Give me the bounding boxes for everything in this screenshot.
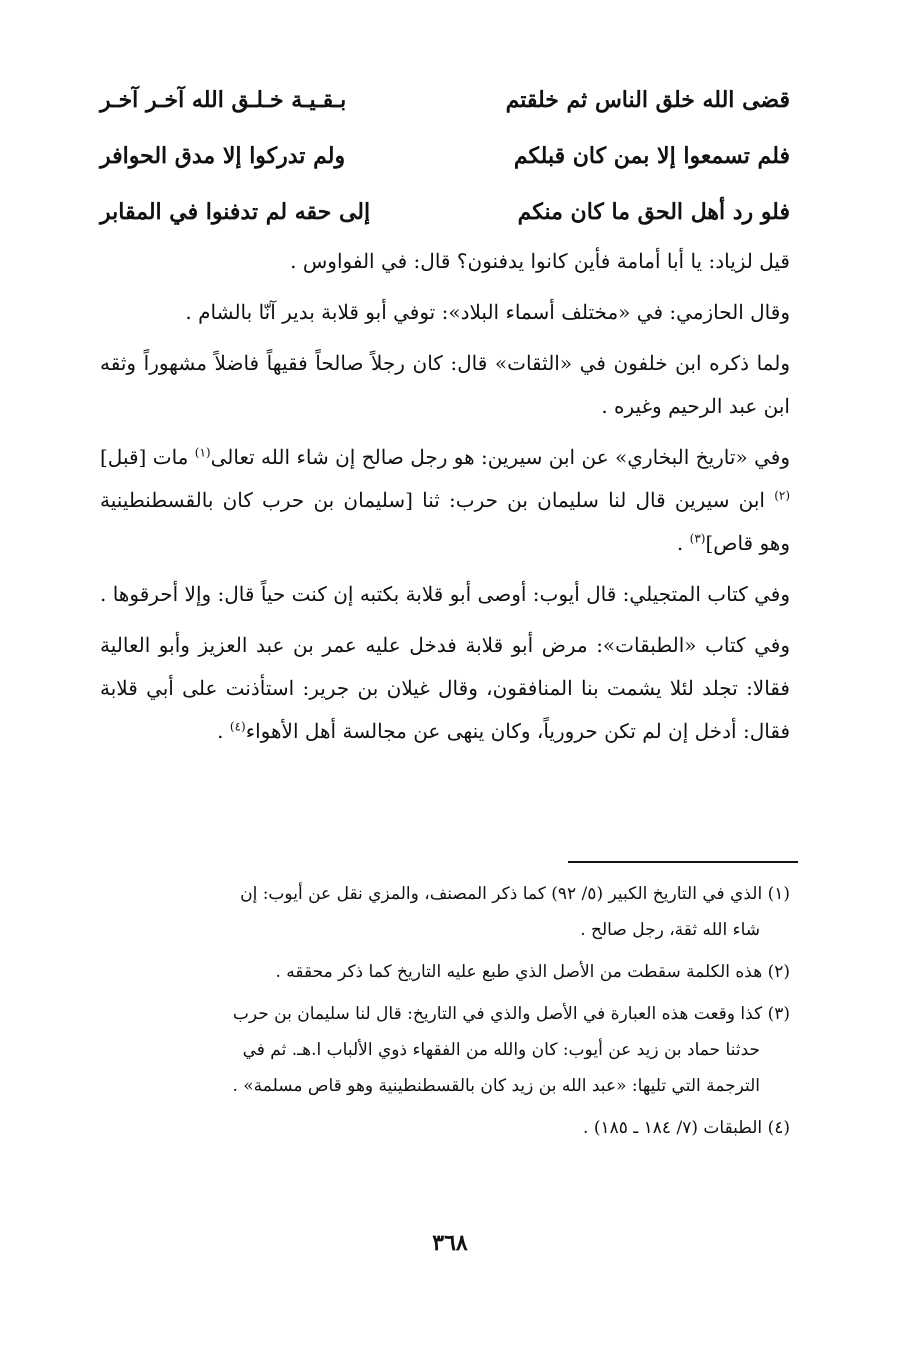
footnote-text-continued: الترجمة التي تليها: «عبد الله بن زيد كان بالقسطنطينية وهو قاص مسلمة» .: [232, 1076, 760, 1096]
verse-second-hemistich: بـقـيـة خـلـق الله آخـر آخـر: [100, 87, 347, 113]
bukhari-text-2: مات [قبل]: [100, 445, 195, 469]
footnotes: [100, 876, 790, 1152]
footnote-4: [100, 1110, 790, 1146]
verse-line: [100, 128, 790, 184]
footnote-ref-4: (٤): [229, 719, 246, 734]
verse-first-hemistich: فلو رد أهل الحق ما كان منكم: [517, 199, 790, 225]
footnote-number: (٢): [767, 962, 790, 982]
bukhari-text-1: وفي «تاريخ البخاري» عن ابن سيرين: هو رجل صالح إن شاء الله تعالى: [210, 445, 790, 469]
main-text: [100, 240, 790, 761]
verse-line: [100, 72, 790, 128]
footnote-text: الطبقات (٧/ ١٨٤ ـ ١٨٥) .: [583, 1118, 763, 1138]
footnote-text: كذا وقعت هذه العبارة في الأصل والذي في التاريخ: قال لنا سليمان بن حرب: [232, 1004, 763, 1024]
footnote-number: (٣): [767, 1004, 790, 1024]
paragraph-ibn-khalfun: ولما ذكره ابن خلفون في «الثقات» قال: كان رجلاً صالحاً فقيهاً فاضلاً مشهوراً وثقه ابن عبد الرحيم وغيره .: [100, 351, 790, 418]
page-number: ٣٦٨: [432, 1230, 468, 1256]
tabaqat-text-1: وفي كتاب «الطبقات»: مرض أبو قلابة فدخل عليه عمر بن عبد العزيز وأبو العالية فقالا: تجلد لئلا يشمت بنا المنافقون، وقال غيلان بن جرير: استأذنت على أبي قلابة فقال: أدخل إن لم تكن حرورياً، وكان ينهى عن مجالسة أهل الأهواء: [100, 633, 790, 743]
footnote-ref-2: (٢): [774, 488, 791, 503]
footnote-ref-1: (١): [194, 445, 211, 460]
paragraph-ziyad: قيل لزياد: يا أبا أمامة فأين كانوا يدفنون؟ قال: في الفواوس .: [290, 249, 790, 273]
footnote-number: (٤): [767, 1118, 790, 1138]
bukhari-text-3: ابن سيرين قال لنا سليمان بن حرب: ثنا [سليمان بن حرب كان بالقسطنطينية وهو قاص]: [100, 488, 790, 555]
footnote-3: [100, 996, 790, 1104]
poem-verses: [100, 72, 790, 240]
footnote-separator: [568, 861, 798, 863]
footnote-2: [100, 954, 790, 990]
verse-line: [100, 184, 790, 240]
paragraph-tabaqat: [100, 624, 790, 753]
paragraph-bukhari: [100, 436, 790, 565]
footnote-text-continued: حدثنا حماد بن زيد عن أيوب: كان والله من الفقهاء ذوي الألباب ا.هـ. ثم في: [242, 1040, 760, 1060]
footnote-text: الذي في التاريخ الكبير (٥/ ٩٢) كما ذكر المصنف، والمزي نقل عن أيوب: إن: [240, 884, 763, 904]
paragraph-mutajili: وفي كتاب المتجيلي: قال أيوب: أوصى أبو قلابة بكتبه إن كنت حياً قال: وإلا أحرقوها .: [100, 582, 790, 606]
bukhari-text-4: .: [676, 531, 690, 555]
verse-second-hemistich: إلى حقه لم تدفنوا في المقابر: [100, 199, 371, 225]
footnote-number: (١): [767, 884, 790, 904]
footnote-1: [100, 876, 790, 948]
paragraph-hazimi: وقال الحازمي: في «مختلف أسماء البلاد»: توفي أبو قلابة بدير آنّا بالشام .: [185, 300, 790, 324]
footnote-text: هذه الكلمة سقطت من الأصل الذي طبع عليه التاريخ كما ذكر محققه .: [275, 962, 763, 982]
verse-first-hemistich: قضى الله خلق الناس ثم خلقتم: [505, 87, 790, 113]
footnote-ref-3: (٣): [689, 531, 706, 546]
tabaqat-text-2: .: [217, 719, 230, 743]
footnote-text-continued: شاء الله ثقة، رجل صالح .: [580, 920, 760, 940]
verse-second-hemistich: ولم تدركوا إلا مدق الحوافر: [100, 143, 346, 169]
verse-first-hemistich: فلم تسمعوا إلا بمن كان قبلكم: [513, 143, 790, 169]
